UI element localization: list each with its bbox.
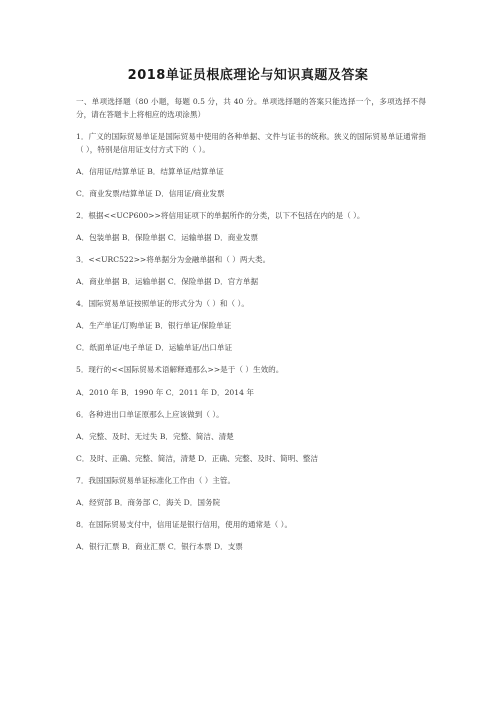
question-text: 7．我国国际贸易单证标准化工作由（ ）主管。 [76, 475, 236, 485]
question-text: 1．广义的国际贸易单证是国际贸易中使用的各种单据、文件与证书的统称。狭义的国际贸易单证通常指（ ），特别是信用证支付方式下的（ ）。 [76, 132, 426, 154]
question-list [76, 131, 426, 554]
answer-options: A．经贸部 B．商务部 C．海关 D．国务院 [76, 498, 221, 507]
answer-options: A．银行汇票 B．商业汇票 C．银行本票 D．支票 [76, 542, 243, 552]
answer-options: A．完整、及时、无过失 B．完整、简洁、清楚 [76, 431, 234, 441]
question-text: 2．根据<<UCP600>>将信用证项下的单据所作的分类，以下不包括在内的是（ ）。 [76, 210, 365, 220]
answer-options: A．信用证/结算单证 B．结算单证/结算单证 [76, 166, 224, 176]
answer-options: A．包装单据 B．保险单据 C．运输单据 D．商业发票 [76, 232, 259, 242]
question-text: 6．各种进出口单证原那么上应该做到（ ）。 [76, 409, 224, 419]
answer-options: A．生产单证/订购单证 B．银行单证/保险单证 [76, 321, 232, 331]
answer-options: A．商业单据 B．运输单据 C．保险单据 D．官方单据 [76, 277, 259, 287]
question-text: 8．在国际贸易支付中，信用证是银行信用，使用的通常是（ ）。 [76, 520, 293, 530]
document-title: 2018单证员根底理论与知识真题及答案 [127, 68, 369, 83]
answer-options: A．2010 年 B．1990 年 C．2011 年 D．2014 年 [76, 387, 254, 397]
section-intro: 一、单项选择题（80 小题，每题 0.5 分，共 40 分。单项选择题的答案只能选择一个，多项选择不得分，请在答题卡上将相应的选项涂黑） [76, 97, 426, 119]
document-body [76, 96, 426, 563]
answer-options: C．纸面单证/电子单证 D．运输单证/出口单证 [76, 343, 233, 353]
question-text: 5．现行的<<国际贸易术语解释通那么>>是于（ ）生效的。 [76, 365, 284, 375]
question-text: 3．<<URC522>>将单据分为金融单据和（ ）两大类。 [76, 254, 271, 264]
question-text: 4．国际贸易单证按照单证的形式分为（ ）和（ ）。 [76, 299, 249, 309]
answer-options: C．及时、正确、完整、简洁，清楚 D．正确、完整、及时、简明、整洁 [76, 453, 319, 463]
answer-options: C．商业发票/结算单证 D．信用证/商业发票 [76, 188, 225, 198]
